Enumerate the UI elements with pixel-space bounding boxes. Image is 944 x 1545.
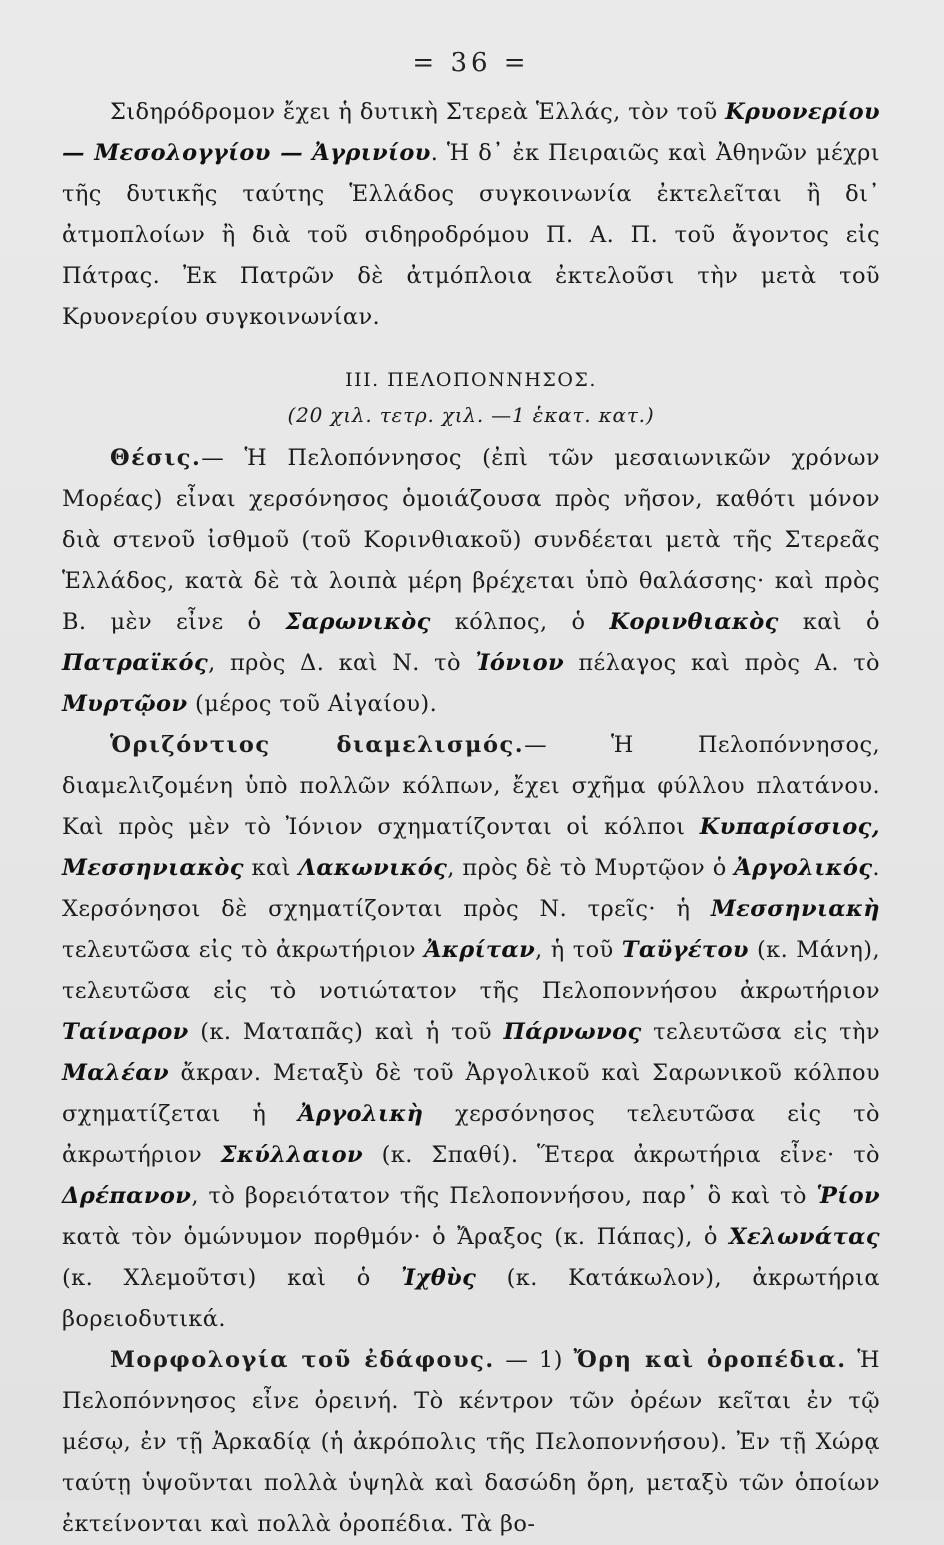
text-span: χερσόνησος τελευτῶσα εἰς τὸ ἀκρωτήριον (62, 1101, 880, 1168)
text-span: . Ἡ δ᾽ ἐκ Πειραιῶς καὶ Ἀθηνῶν μέχρι τῆς δυτικῆς ταύτης Ἑλλάδος συγκοινωνία ἐκτελεῖται ἢ δι᾽ ἀτμοπλοίων ἢ διὰ τοῦ σιδηροδρόμου Π. Α. Π. τοῦ ἄγοντος εἰς Πάτρας. Ἐκ Πατρῶν δὲ ἀτμόπλοια ἐκτελοῦσι τὴν μετὰ τοῦ Κρυονερίου συγκοινωνίαν. (62, 140, 880, 330)
place-name: Μαλέαν (62, 1060, 170, 1086)
place-name: Κορινθιακὸς (609, 609, 779, 635)
text-span: — Ἡ Πελοπόννησος (ἐπὶ τῶν μεσαιωνικῶν χρόνων Μορέας) εἶναι χερσόνησος ὁμοιάζουσα πρὸς νῆσον, καθότι μόνον διὰ στενοῦ ἰσθμοῦ (τοῦ Κορινθιακοῦ) συνδέεται μετὰ τῆς Στερεᾶς Ἑλλάδος, κατὰ δὲ τὰ λοιπὰ μέρη βρέχεται ὑπὸ θαλάσσης· καὶ πρὸς Β. μὲν εἶνε ὁ (62, 445, 880, 635)
place-name: Ἀργολικὴ (297, 1101, 424, 1127)
text-span: , πρὸς δὲ τὸ Μυρτῷον ὁ (447, 855, 735, 881)
paragraph-heading: Μορφολογία τοῦ ἐδάφους. (110, 1347, 495, 1373)
page-number: = 36 = (412, 48, 530, 78)
section-title: III. ΠΕΛΟΠΟΝΝΗΣΟΣ. (345, 369, 597, 391)
subsection-heading: Ὄρη καὶ ὀροπέδια. (573, 1347, 847, 1373)
place-name: Κυπαρίσσιος, Μεσσηνιακὸς (62, 814, 880, 881)
paragraph-heading: Ὁριζόντιος διαμελισμός. (110, 732, 525, 758)
place-name: Πατραϊκός (62, 650, 209, 676)
text-span: — 1) (494, 1347, 574, 1373)
place-name: Πάρνωνος (503, 1019, 642, 1045)
place-name: Μεσσηνιακὴ (710, 896, 880, 922)
place-name: Δρέπανον (62, 1183, 192, 1209)
text-span: (μέρος τοῦ Αἰγαίου). (187, 691, 438, 717)
place-name: Ἀργολικός (734, 855, 873, 881)
place-name: Σκύλλαιον (220, 1142, 363, 1168)
text-span: (κ. Ματαπᾶς) καὶ ἡ τοῦ (188, 1019, 504, 1045)
text-span: Ἡ Πελοπόννησος εἶνε ὀρεινή. Τὸ κέντρον τῶν ὀρέων κεῖται ἐν τῷ μέσῳ, ἐν τῇ Ἀρκαδίᾳ (ἡ ἀκρόπολις τῆς Πελοποννήσου). Ἐν τῇ Χώρᾳ ταύτῃ ὑψοῦνται πολλὰ ὑψηλὰ καὶ δασώδη ὄρη, μεταξὺ τῶν ὁποίων ἐκτείνονται καὶ πολλὰ ὀροπέδια. Τὰ βο- (62, 1347, 880, 1537)
page-content (62, 48, 880, 1545)
text-span: (κ. Κατάκωλον), ἀκρωτήρια βορειοδυτικά. (62, 1265, 880, 1332)
text-span: — Ἡ Πελοπόννησος, διαμελιζομένη ὑπὸ πολλῶν κόλπων, ἔχει σχῆμα φύλλου πλατάνου. Καὶ πρὸς μὲν τὸ Ἰόνιον σχηματίζονται οἱ κόλποι (62, 732, 880, 840)
text-span: πέλαγος καὶ πρὸς Α. τὸ (564, 650, 881, 676)
place-name: Ἀκρίταν (424, 937, 536, 963)
place-name: Ταϋγέτου (621, 937, 749, 963)
place-name: Σαρωνικὸς (285, 609, 431, 635)
text-span: κόλπος, ὁ (430, 609, 610, 635)
place-name: Λακωνικός (298, 855, 448, 881)
paragraph-railway (62, 92, 880, 338)
text-span: (κ. Σπαθί). Ἕτερα ἀκρωτήρια εἶνε· τὸ (363, 1142, 880, 1168)
text-span: τελευτῶσα εἰς τὸ ἀκρωτήριον (62, 937, 425, 963)
text-span: . Χερσόνησοι δὲ σχηματίζονται πρὸς Ν. τρεῖς· ἡ (62, 855, 880, 922)
paragraph-coastline (62, 725, 880, 1340)
place-name: Χελωνάτας (728, 1224, 880, 1250)
text-span: καὶ ὁ (778, 609, 880, 635)
text-span: Σιδηρόδρομον ἔχει ἡ δυτικὴ Στερεὰ Ἑλλάς, τὸν τοῦ (110, 99, 726, 125)
text-span: ἄκραν. Μεταξὺ δὲ τοῦ Ἀργολικοῦ καὶ Σαρωνικοῦ κόλπου σχηματίζεται ἡ (62, 1060, 880, 1127)
place-name: Ταίναρον (62, 1019, 189, 1045)
paragraph-morphology (62, 1340, 880, 1545)
place-name: Μυρτῷον (62, 691, 188, 717)
text-span: , τὸ βορειότατον τῆς Πελοποννήσου, παρ᾽ ὃ καὶ τὸ (191, 1183, 817, 1209)
place-name: Ῥίον (816, 1183, 880, 1209)
place-name: Ἰχθὺς (401, 1265, 477, 1291)
railway-name: Κρυονερίου — Μεσολογγίου — Ἀγρινίου (62, 99, 880, 166)
paragraph-heading: Θέσις. (110, 445, 202, 471)
text-span: , ἡ τοῦ (535, 937, 622, 963)
text-span: (κ. Μάνη), τελευτῶσα εἰς τὸ νοτιώτατον τῆς Πελοποννήσου ἀκρωτήριον (62, 937, 880, 1004)
place-name: Ἰόνιον (475, 650, 564, 676)
text-span: τελευτῶσα εἰς τὴν (641, 1019, 880, 1045)
section-subtitle: (20 χιλ. τετρ. χιλ. —1 ἑκατ. κατ.) (287, 403, 655, 427)
text-span: , πρὸς Δ. καὶ Ν. τὸ (208, 650, 476, 676)
paragraph-position (62, 438, 880, 725)
text-span: καὶ (243, 855, 299, 881)
text-span: (κ. Χλεμοῦτσι) καὶ ὁ (62, 1265, 401, 1291)
text-span: κατὰ τὸν ὁμώνυμον πορθμόν· ὁ Ἄραξος (κ. Πάπας), ὁ (62, 1224, 729, 1250)
